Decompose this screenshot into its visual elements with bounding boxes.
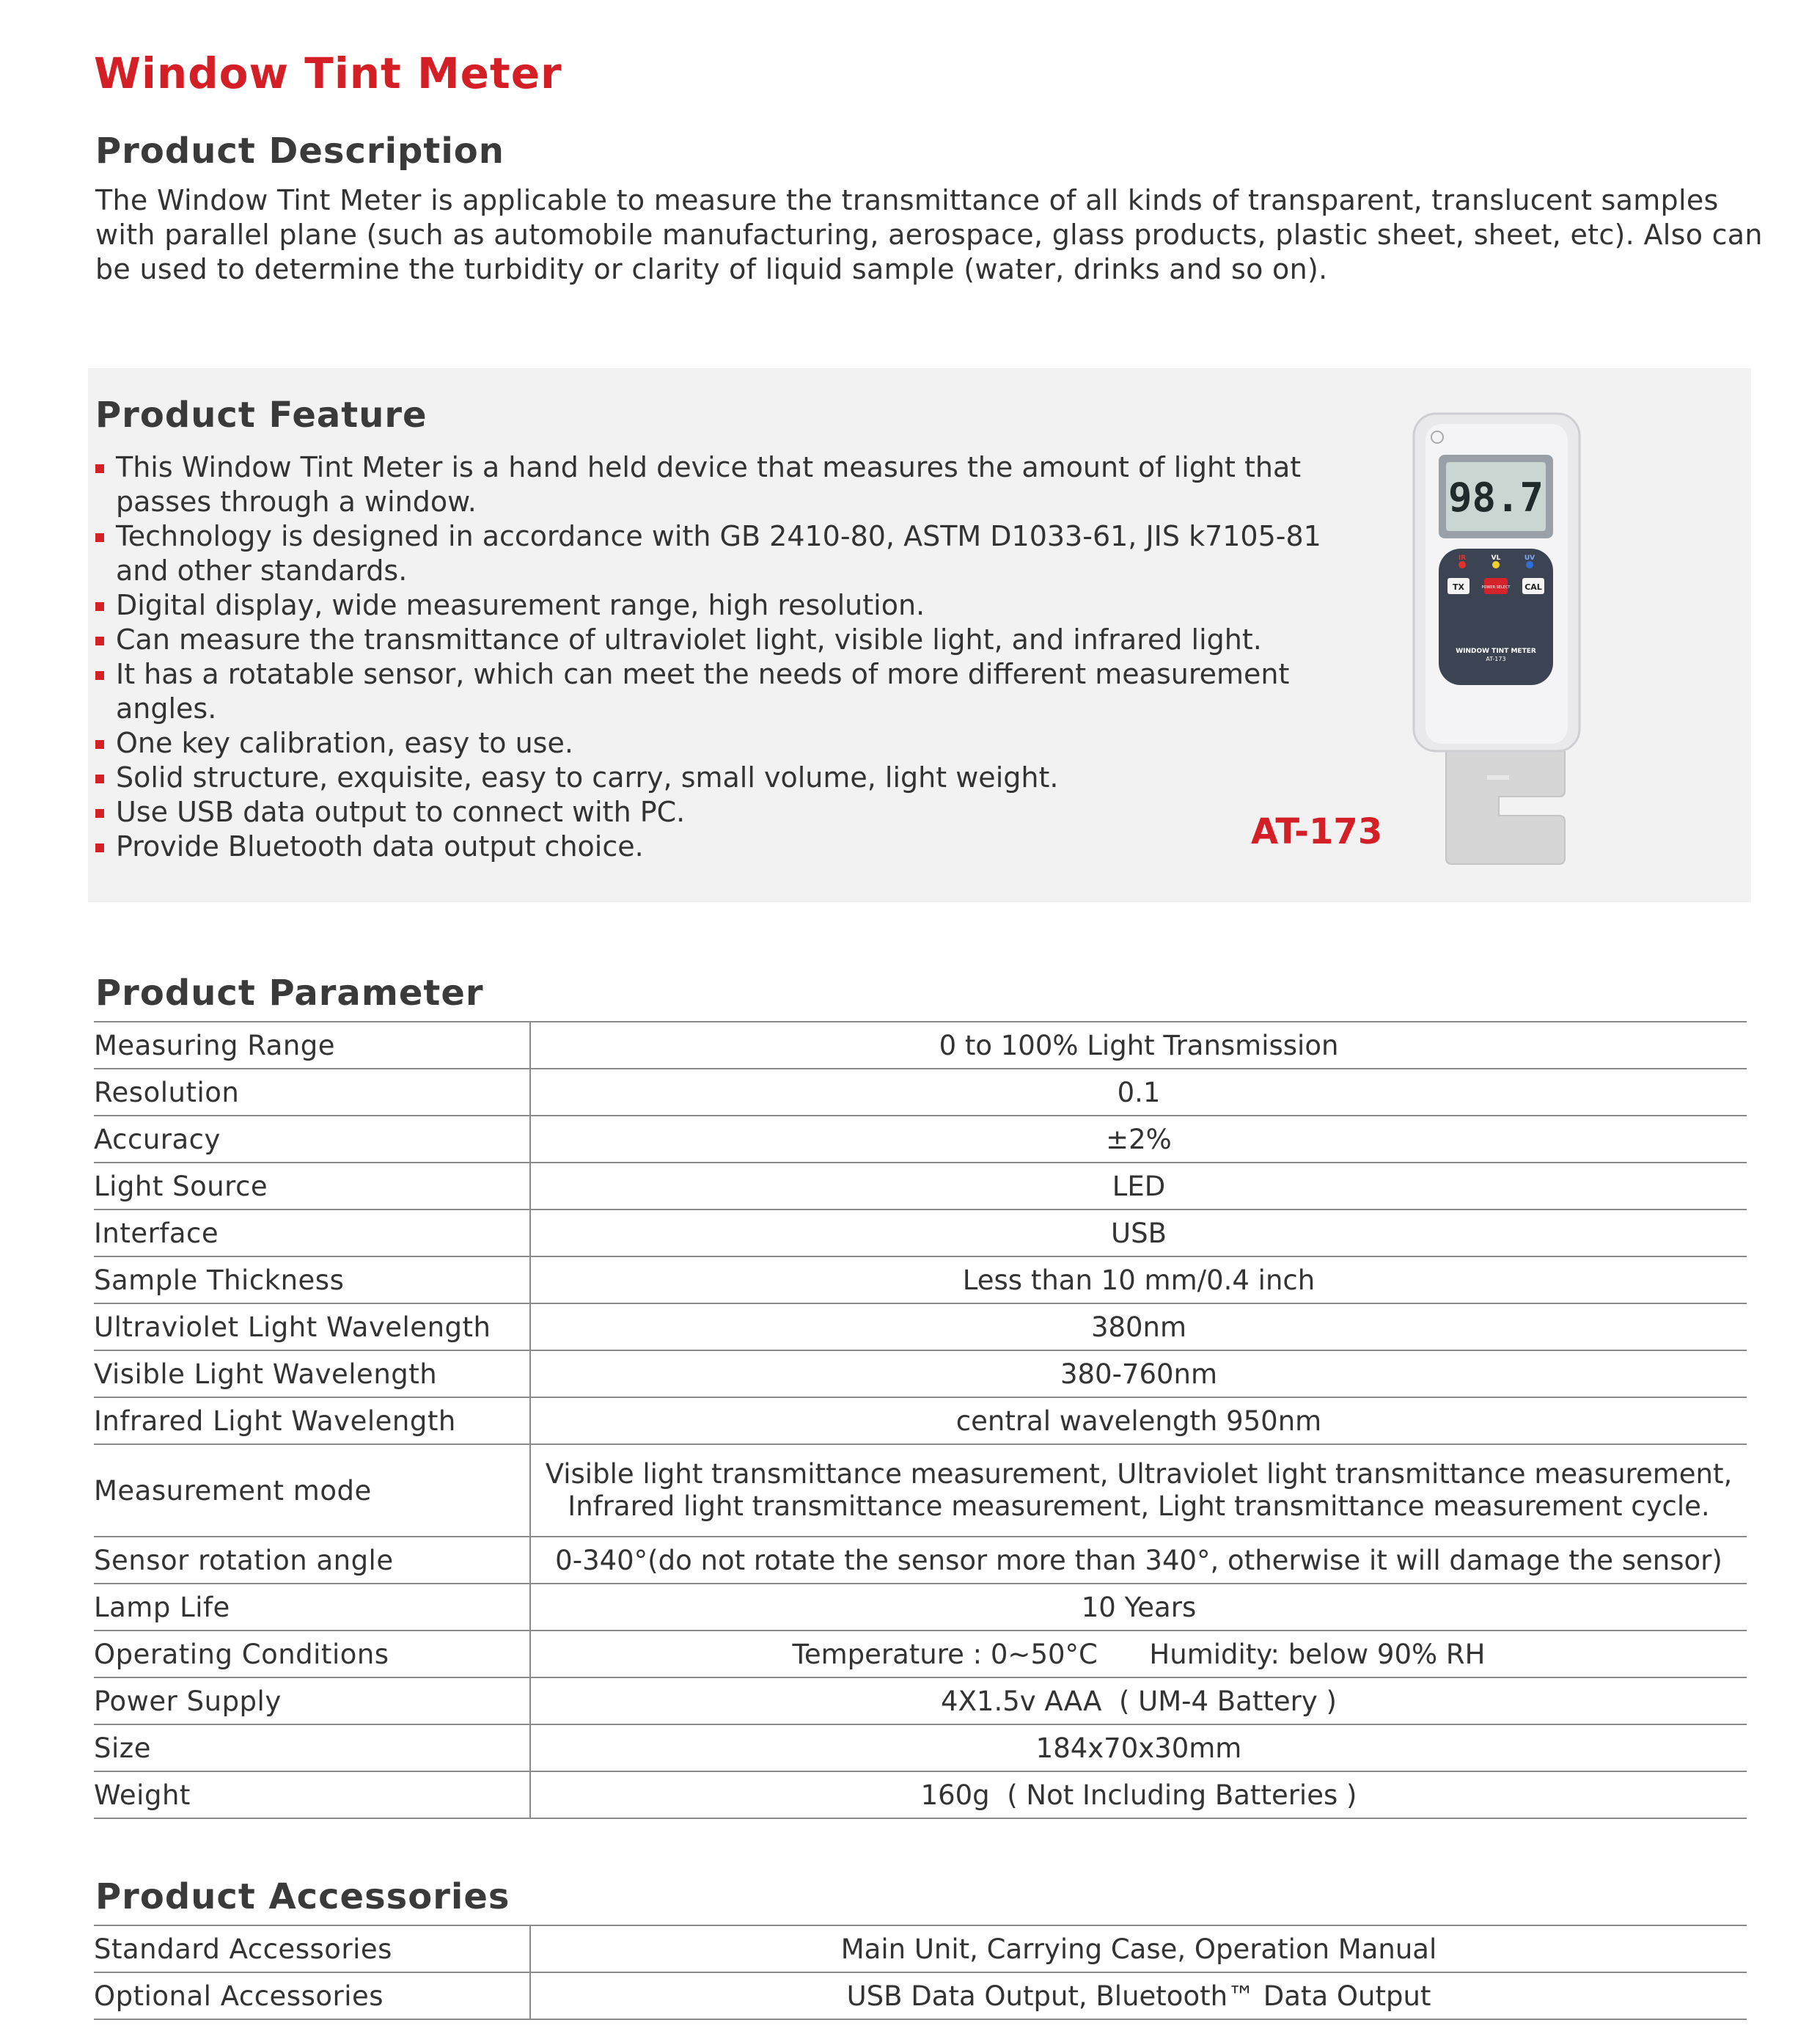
param-value: 4X1.5v AAA ( UM-4 Battery ): [530, 1677, 1747, 1724]
param-value: 0 to 100% Light Transmission: [530, 1022, 1747, 1069]
tint-meter-device-image: [1401, 411, 1591, 866]
table-row: [94, 1069, 1747, 1116]
table-row: [94, 1972, 1747, 2019]
device-brand-label: WINDOW TINT METER: [1456, 648, 1536, 655]
table-row: [94, 1677, 1747, 1724]
feature-item: One key calibration, easy to use.: [95, 726, 1357, 761]
feature-item: Technology is designed in accordance with GB 2410-80, ASTM D1033-61, JIS k7105-81 and other standards.: [95, 519, 1357, 588]
lcd-reading: 98.7: [1447, 475, 1544, 521]
feature-item: Use USB data output to connect with PC.: [95, 795, 1357, 830]
table-row: [94, 1303, 1747, 1350]
param-value: 380-760nm: [530, 1350, 1747, 1397]
param-label: Ultraviolet Light Wavelength: [94, 1303, 530, 1350]
led-label-ir: IR: [1458, 555, 1467, 562]
table-row: [94, 1724, 1747, 1771]
description-heading: Product Description: [95, 131, 504, 172]
param-label: Measurement mode: [94, 1444, 530, 1537]
table-row: [94, 1350, 1747, 1397]
feature-item: Provide Bluetooth data output choice.: [95, 830, 1357, 864]
feature-item: This Window Tint Meter is a hand held device that measures the amount of light that passes through a window.: [95, 450, 1357, 519]
feature-item: It has a rotatable sensor, which can meet the needs of more different measurement angles.: [95, 657, 1357, 726]
accessory-value: Main Unit, Carrying Case, Operation Manual: [530, 1925, 1747, 1972]
param-value-line: Infrared light transmittance measurement, Light transmittance measurement cycle.: [568, 1490, 1710, 1522]
param-label: Accuracy: [94, 1116, 530, 1163]
param-label: Weight: [94, 1771, 530, 1818]
param-value: 0-340°(do not rotate the sensor more than 340°, otherwise it will damage the sensor): [530, 1537, 1747, 1584]
param-value: central wavelength 950nm: [530, 1397, 1747, 1444]
sensor-jaw: [1446, 741, 1565, 864]
ir-led-icon: [1458, 561, 1466, 568]
accessories-heading: Product Accessories: [95, 1876, 510, 1917]
table-row: [94, 1771, 1747, 1818]
param-value: 380nm: [530, 1303, 1747, 1350]
param-label: Resolution: [94, 1069, 530, 1116]
tx-button-label: TX: [1453, 582, 1464, 592]
param-value: 160g ( Not Including Batteries ): [530, 1771, 1747, 1818]
feature-item: Digital display, wide measurement range, high resolution.: [95, 588, 1357, 623]
led-label-vl: VL: [1491, 555, 1501, 562]
param-label: Infrared Light Wavelength: [94, 1397, 530, 1444]
param-value: USB: [530, 1210, 1747, 1256]
feature-item: Solid structure, exquisite, easy to carry, small volume, light weight.: [95, 761, 1357, 795]
param-value: 0.1: [530, 1069, 1747, 1116]
model-number: AT-173: [1251, 811, 1383, 852]
feature-heading: Product Feature: [95, 395, 428, 436]
page-title: Window Tint Meter: [94, 48, 562, 98]
cal-button-label: CAL: [1524, 582, 1542, 592]
feature-item: Can measure the transmittance of ultraviolet light, visible light, and infrared light.: [95, 623, 1357, 657]
accessory-label: Standard Accessories: [94, 1925, 530, 1972]
feature-list: [95, 450, 1357, 864]
param-label: Sensor rotation angle: [94, 1537, 530, 1584]
uv-led-icon: [1526, 561, 1533, 568]
param-label: Power Supply: [94, 1677, 530, 1724]
table-row: [94, 1537, 1747, 1584]
table-row: [94, 1022, 1747, 1069]
vl-led-icon: [1492, 561, 1500, 568]
table-row: [94, 1925, 1747, 1972]
param-label: Sample Thickness: [94, 1256, 530, 1303]
param-value: Temperature : 0~50°C Humidity: below 90% RH: [530, 1631, 1747, 1677]
param-value: ±2%: [530, 1116, 1747, 1163]
table-row: [94, 1584, 1747, 1631]
table-row: [94, 1631, 1747, 1677]
accessories-table: [94, 1925, 1747, 2020]
param-value: Less than 10 mm/0.4 inch: [530, 1256, 1747, 1303]
param-label: Lamp Life: [94, 1584, 530, 1631]
table-row: [94, 1397, 1747, 1444]
param-value: [530, 1444, 1747, 1537]
param-value-line: Visible light transmittance measurement, Ultraviolet light transmittance measurement,: [545, 1458, 1733, 1490]
parameter-table: [94, 1021, 1747, 1819]
device-model-label: AT-173: [1486, 656, 1506, 662]
accessory-label: Optional Accessories: [94, 1972, 530, 2019]
param-value: LED: [530, 1163, 1747, 1210]
table-row: [94, 1210, 1747, 1256]
table-row: [94, 1163, 1747, 1210]
param-value: 10 Years: [530, 1584, 1747, 1631]
param-value: 184x70x30mm: [530, 1724, 1747, 1771]
accessory-value: USB Data Output, Bluetooth™ Data Output: [530, 1972, 1747, 2019]
param-label: Operating Conditions: [94, 1631, 530, 1677]
param-label: Size: [94, 1724, 530, 1771]
param-label: Interface: [94, 1210, 530, 1256]
parameter-heading: Product Parameter: [95, 973, 484, 1014]
power-select-label: POWER SELECT: [1481, 585, 1511, 590]
table-row: [94, 1116, 1747, 1163]
keypad-panel: [1439, 549, 1553, 685]
description-text: The Window Tint Meter is applicable to measure the transmittance of all kinds of transparent, translucent samples with parallel plane (such as automobile manufacturing, aerospace, glass products, plastic sheet, sheet, etc). Also can be used to determine the turbidity or clarity of liquid sample (water, drinks and so on).: [95, 184, 1763, 285]
table-row: [94, 1444, 1747, 1537]
param-label: Light Source: [94, 1163, 530, 1210]
param-label: Visible Light Wavelength: [94, 1350, 530, 1397]
table-row: [94, 1256, 1747, 1303]
param-label: Measuring Range: [94, 1022, 530, 1069]
led-label-uv: UV: [1524, 555, 1535, 562]
